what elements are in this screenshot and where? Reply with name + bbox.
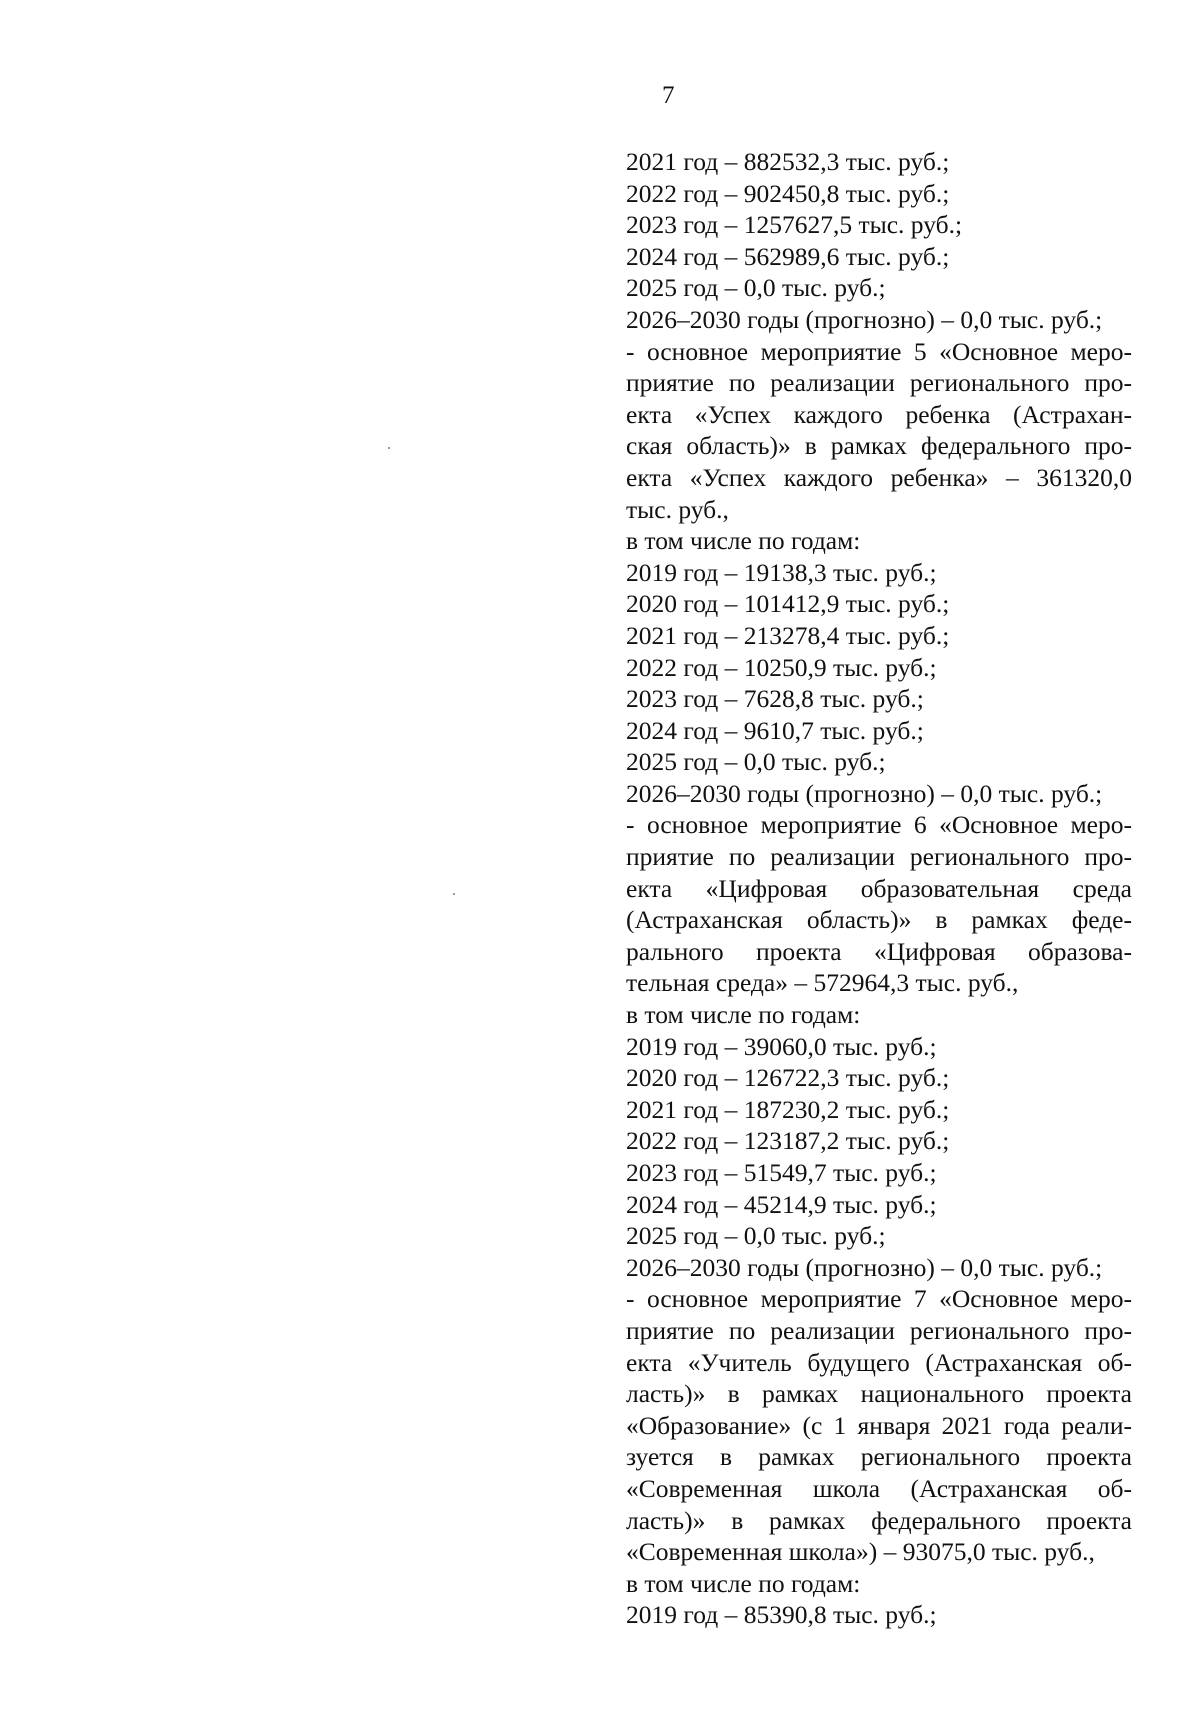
year-line: 2022 год – 10250,9 тыс. руб.; <box>626 652 937 682</box>
year-line: 2021 год – 187230,2 тыс. руб.; <box>626 1094 950 1124</box>
paragraph-line: - основное мероприятие 6 «Основное меро- <box>626 810 1132 840</box>
year-line: 2025 год – 0,0 тыс. руб.; <box>626 747 886 777</box>
year-line: 2019 год – 39060,0 тыс. руб.; <box>626 1031 937 1061</box>
year-line: 2023 год – 1257627,5 тыс. руб.; <box>626 210 963 240</box>
year-line: 2020 год – 101412,9 тыс. руб.; <box>626 589 950 619</box>
paragraph-line: приятие по реализации регионального про- <box>626 368 1132 398</box>
year-line: 2019 год – 19138,3 тыс. руб.; <box>626 557 937 587</box>
paragraph-line: рального проекта «Цифровая образова- <box>626 936 1132 966</box>
year-line: 2024 год – 9610,7 тыс. руб.; <box>626 715 924 745</box>
paragraph-line: приятие по реализации регионального про- <box>626 842 1132 872</box>
paragraph-line: тыс. руб., <box>626 494 729 524</box>
scan-speck <box>388 447 390 449</box>
years-intro: в том числе по годам: <box>626 526 861 556</box>
year-line: 2024 год – 562989,6 тыс. руб.; <box>626 241 950 271</box>
paragraph-line: ласть)» в рамках федерального проекта <box>626 1505 1132 1535</box>
paragraph-line: тельная среда» – 572964,3 тыс. руб., <box>626 968 1019 998</box>
paragraph-line: «Современная школа») – 93075,0 тыс. руб., <box>626 1537 1095 1567</box>
paragraph-line: - основное мероприятие 7 «Основное меро- <box>626 1284 1132 1314</box>
main-activity-6 <box>626 809 1132 1283</box>
year-line: 2021 год – 213278,4 тыс. руб.; <box>626 620 950 650</box>
scan-speck <box>453 893 455 895</box>
paragraph-line: екта «Успех каждого ребенка» – 361320,0 <box>626 462 1132 492</box>
paragraph-line: «Образование» (с 1 января 2021 года реали- <box>626 1410 1132 1440</box>
paragraph-line: ласть)» в рамках национального проекта <box>626 1379 1132 1409</box>
activity-description <box>626 336 1132 526</box>
main-activity-5 <box>626 336 1132 810</box>
paragraph-line: екта «Успех каждого ребенка (Астрахан- <box>626 399 1132 429</box>
year-line: 2022 год – 123187,2 тыс. руб.; <box>626 1126 950 1156</box>
paragraph-line: - основное мероприятие 5 «Основное меро- <box>626 336 1132 366</box>
paragraph-line: «Современная школа (Астраханская об- <box>626 1473 1132 1503</box>
paragraph-line: екта «Цифровая образовательная среда <box>626 873 1132 903</box>
year-line: 2024 год – 45214,9 тыс. руб.; <box>626 1189 937 1219</box>
year-line: 2019 год – 85390,8 тыс. руб.; <box>626 1600 937 1630</box>
paragraph-line: зуется в рамках регионального проекта <box>626 1442 1132 1472</box>
paragraph-line: екта «Учитель будущего (Астраханская об- <box>626 1347 1132 1377</box>
activity-description <box>626 1283 1132 1567</box>
year-line: 2023 год – 7628,8 тыс. руб.; <box>626 684 924 714</box>
page-number: 7 <box>662 82 675 109</box>
year-line: 2022 год – 902450,8 тыс. руб.; <box>626 178 950 208</box>
year-line: 2026–2030 годы (прогнозно) – 0,0 тыс. руб.; <box>626 304 1103 334</box>
year-line: 2026–2030 годы (прогнозно) – 0,0 тыс. руб.; <box>626 1252 1103 1282</box>
paragraph-line: (Астраханская область)» в рамках феде- <box>626 905 1132 935</box>
year-line: 2025 год – 0,0 тыс. руб.; <box>626 273 886 303</box>
paragraph-line: приятие по реализации регионального про- <box>626 1315 1132 1345</box>
year-line: 2021 год – 882532,3 тыс. руб.; <box>626 147 950 176</box>
text-column <box>626 146 1132 1631</box>
paragraph-line: ская область)» в рамках федерального про- <box>626 431 1132 461</box>
activity-description <box>626 809 1132 999</box>
years-intro: в том числе по годам: <box>626 1000 861 1030</box>
years-intro: в том числе по годам: <box>626 1568 861 1598</box>
year-line: 2020 год – 126722,3 тыс. руб.; <box>626 1063 950 1093</box>
main-activity-7 <box>626 1283 1132 1631</box>
year-line: 2026–2030 годы (прогнозно) – 0,0 тыс. руб.; <box>626 778 1103 808</box>
funding-years-block-1 <box>626 146 1132 336</box>
year-line: 2025 год – 0,0 тыс. руб.; <box>626 1221 886 1251</box>
year-line: 2023 год – 51549,7 тыс. руб.; <box>626 1158 937 1187</box>
